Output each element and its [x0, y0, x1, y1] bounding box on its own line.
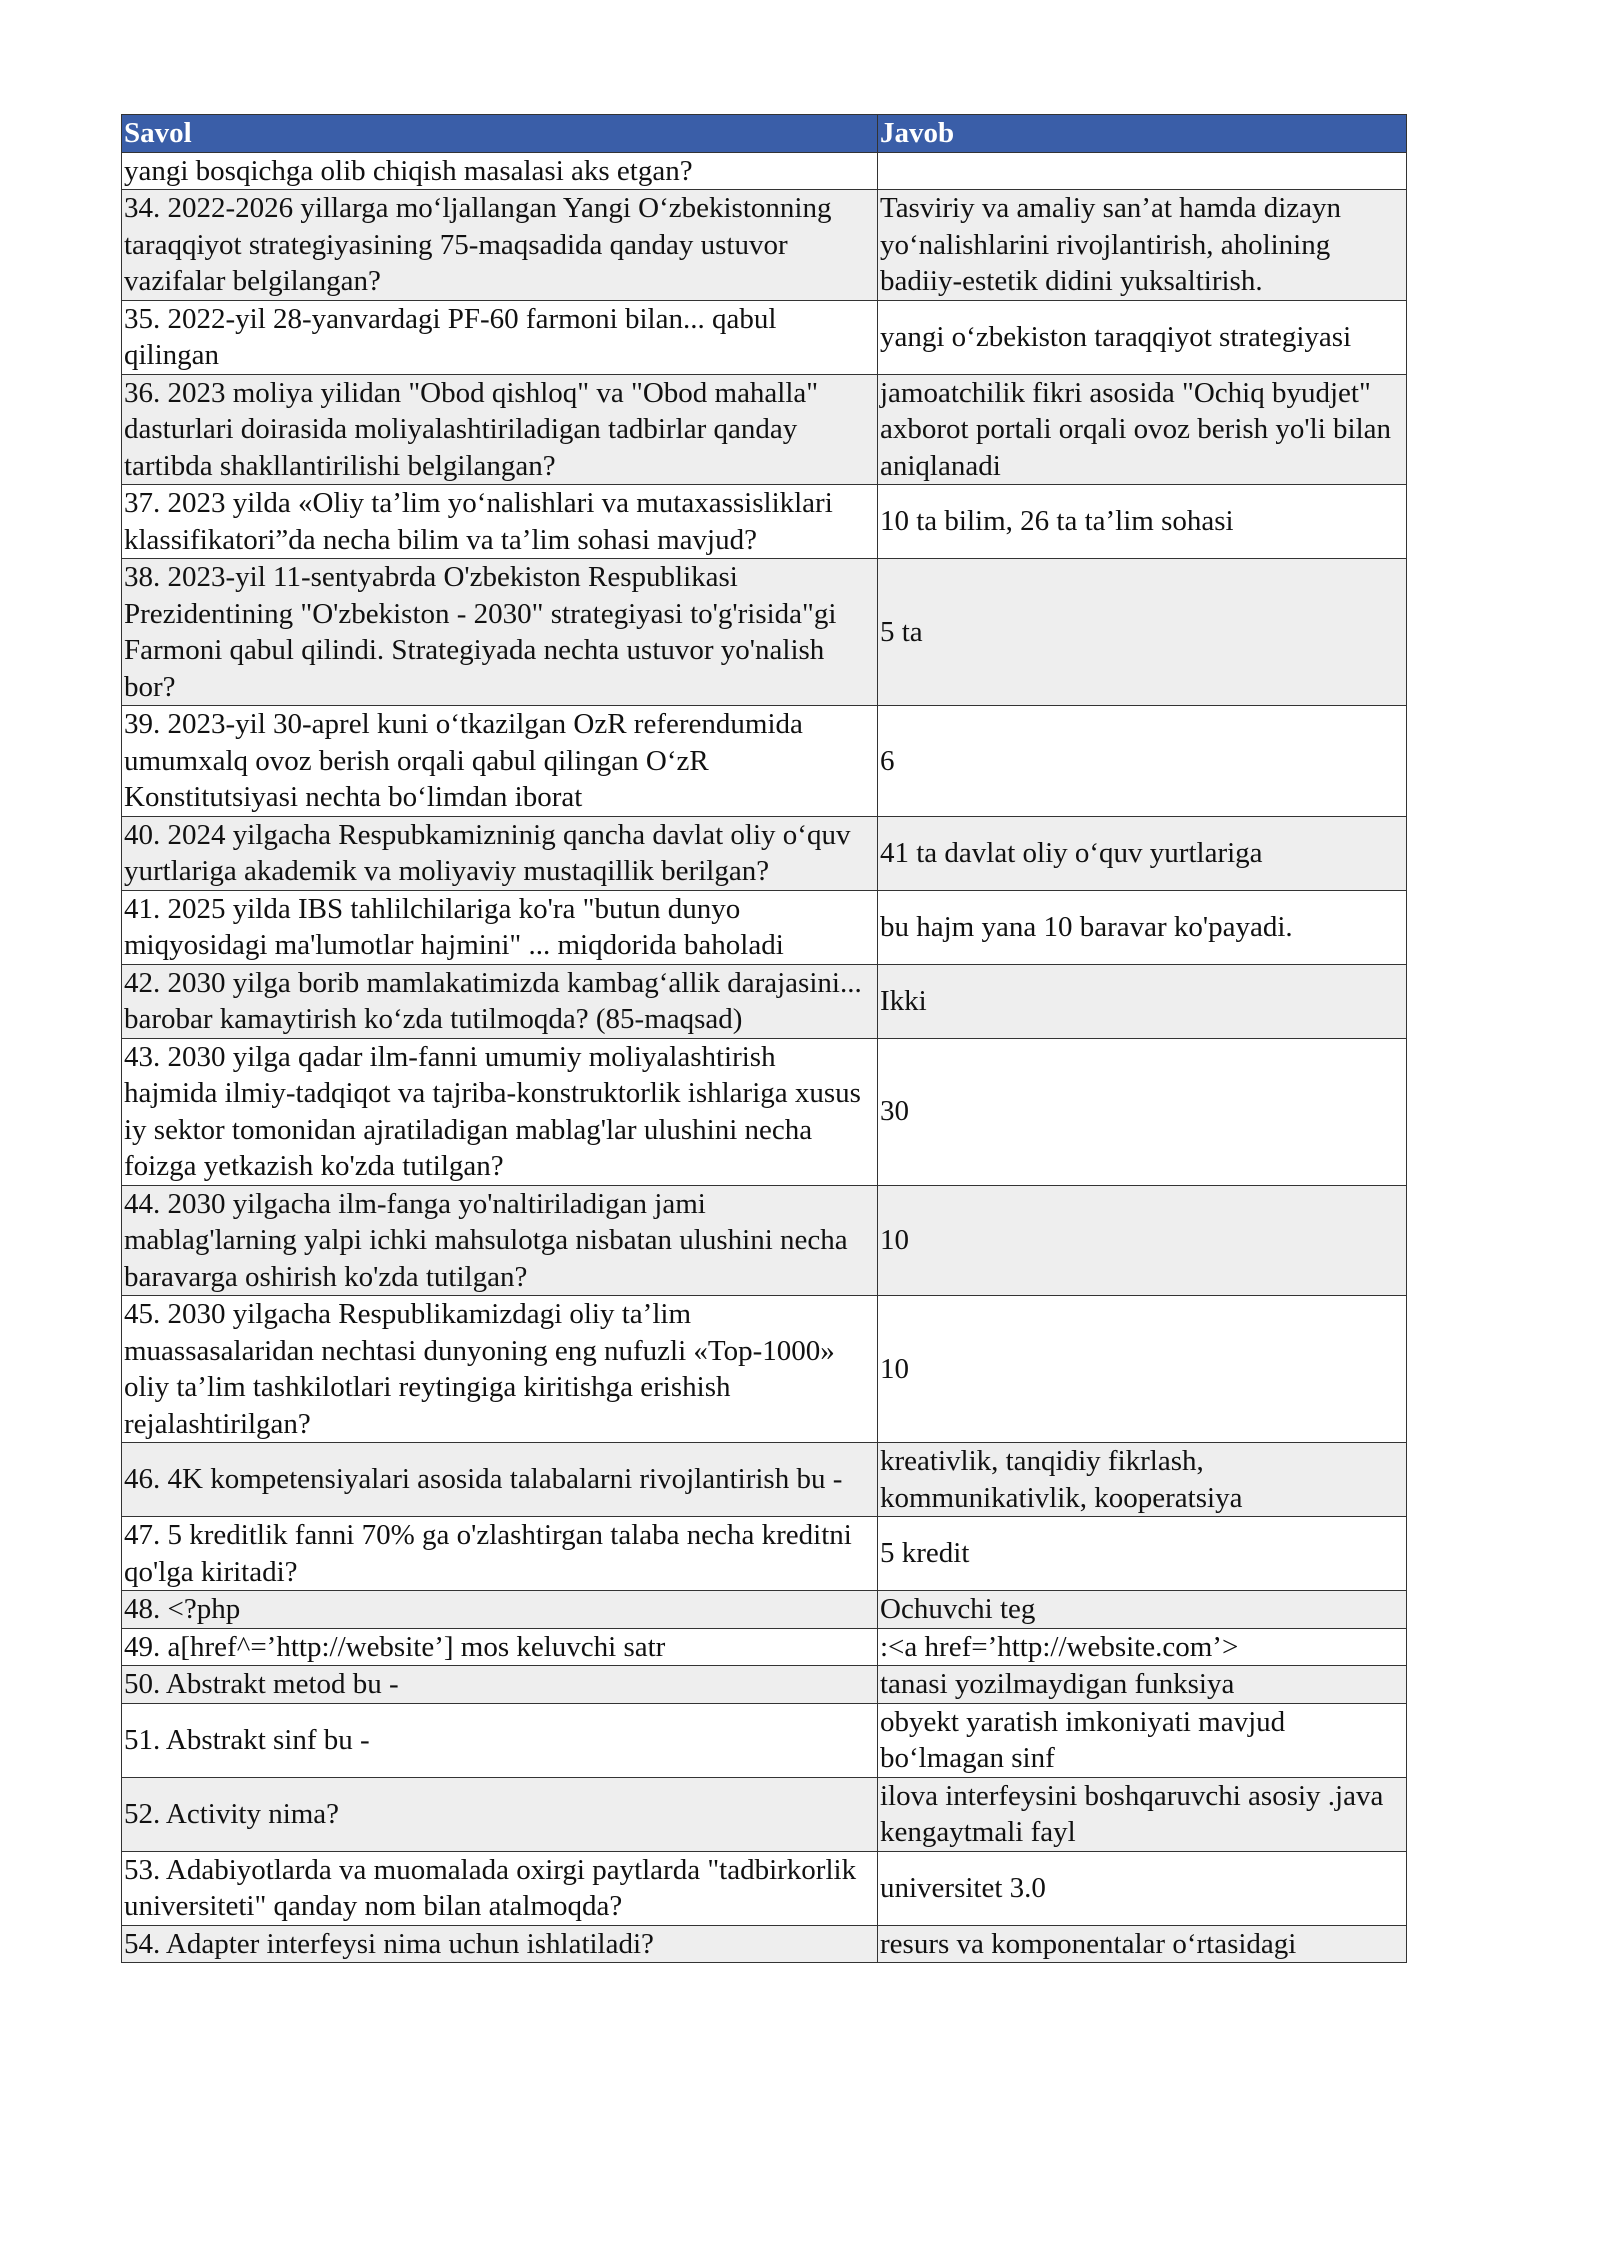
question-cell: 54. Adapter interfeysi nima uchun ishlatiladi?	[122, 1925, 878, 1963]
question-cell: 46. 4K kompetensiyalari asosida talabalarni rivojlantirish bu -	[122, 1443, 878, 1517]
table-row	[122, 706, 1407, 817]
answer-cell: 10	[878, 1296, 1407, 1443]
question-cell: 38. 2023-yil 11-sentyabrda O'zbekiston Respublikasi Prezidentining "O'zbekiston - 2030" strategiyasi to'g'risida"gi Farmoni qabul qilindi. Strategiyada nechta ustuvor yo'nalish bor?	[122, 559, 878, 706]
question-cell: 41. 2025 yilda IBS tahlilchilariga ko'ra "butun dunyo miqyosidagi ma'lumotlar hajmini" ... miqdorida baholadi	[122, 890, 878, 964]
question-cell: 53. Adabiyotlarda va muomalada oxirgi paytlarda "tadbirkorlik universiteti" qanday nom bilan atalmoqda?	[122, 1851, 878, 1925]
table-row	[122, 190, 1407, 301]
answer-cell	[878, 152, 1407, 190]
table-row	[122, 1185, 1407, 1296]
table-row	[122, 374, 1407, 485]
table-row	[122, 485, 1407, 559]
table-row	[122, 1296, 1407, 1443]
answer-cell: ilova interfeysini boshqaruvchi asosiy .java kengaytmali fayl	[878, 1777, 1407, 1851]
table-row	[122, 300, 1407, 374]
header-answer: Javob	[878, 115, 1407, 153]
answer-cell: jamoatchilik fikri asosida "Ochiq byudjet" axborot portali orqali ovoz berish yo'li bilan aniqlanadi	[878, 374, 1407, 485]
answer-cell: Ikki	[878, 964, 1407, 1038]
answer-cell: Tasviriy va amaliy san’at hamda dizayn yoʻnalishlarini rivojlantirish, aholining badiiy-estetik didini yuksaltirish.	[878, 190, 1407, 301]
answer-cell: 6	[878, 706, 1407, 817]
answer-cell: bu hajm yana 10 baravar ko'payadi.	[878, 890, 1407, 964]
qa-table	[121, 114, 1407, 1963]
answer-cell: kreativlik, tanqidiy fikrlash, kommunikativlik, kooperatsiya	[878, 1443, 1407, 1517]
answer-cell: obyekt yaratish imkoniyati mavjud boʻlmagan sinf	[878, 1703, 1407, 1777]
question-cell: 51. Abstrakt sinf bu -	[122, 1703, 878, 1777]
question-cell: 47. 5 kreditlik fanni 70% ga o'zlashtirgan talaba necha kreditni qo'lga kiritadi?	[122, 1517, 878, 1591]
answer-cell: 5 ta	[878, 559, 1407, 706]
question-cell: 42. 2030 yilga borib mamlakatimizda kambagʻallik darajasini... barobar kamaytirish koʻzda tutilmoqda? (85-maqsad)	[122, 964, 878, 1038]
question-cell: 44. 2030 yilgacha ilm-fanga yo'naltiriladigan jami mablag'larning yalpi ichki mahsulotga nisbatan ulushini necha baravarga oshirish ko'zda tutilgan?	[122, 1185, 878, 1296]
answer-cell: 10	[878, 1185, 1407, 1296]
question-cell: 48. <?php	[122, 1591, 878, 1629]
table-row	[122, 1851, 1407, 1925]
table-row	[122, 1443, 1407, 1517]
question-cell: yangi bosqichga olib chiqish masalasi aks etgan?	[122, 152, 878, 190]
table-row	[122, 890, 1407, 964]
table-row	[122, 559, 1407, 706]
question-cell: 49. a[href^=’http://website’] mos keluvchi satr	[122, 1628, 878, 1666]
table-row	[122, 1591, 1407, 1629]
answer-cell: yangi oʻzbekiston taraqqiyot strategiyasi	[878, 300, 1407, 374]
table-row	[122, 1666, 1407, 1704]
answer-cell: universitet 3.0	[878, 1851, 1407, 1925]
answer-cell: 10 ta bilim, 26 ta ta’lim sohasi	[878, 485, 1407, 559]
table-header-row	[122, 115, 1407, 153]
question-cell: 37. 2023 yilda «Oliy ta’lim yoʻnalishlari va mutaxassisliklari klassifikatori”da necha bilim va ta’lim sohasi mavjud?	[122, 485, 878, 559]
table-row	[122, 1038, 1407, 1185]
table-row	[122, 1628, 1407, 1666]
question-cell: 36. 2023 moliya yilidan "Obod qishloq" va "Obod mahalla" dasturlari doirasida moliyalashtiriladigan tadbirlar qanday tartibda shakllantirilishi belgilangan?	[122, 374, 878, 485]
table-row	[122, 152, 1407, 190]
question-cell: 35. 2022-yil 28-yanvardagi PF-60 farmoni bilan... qabul qilingan	[122, 300, 878, 374]
question-cell: 43. 2030 yilga qadar ilm-fanni umumiy moliyalashtirish hajmida ilmiy-tadqiqot va tajriba-konstruktorlik ishlariga xusus iy sektor tomonidan ajratiladigan mablag'lar ulushini necha foizga yetkazish ko'zda tutilgan?	[122, 1038, 878, 1185]
question-cell: 45. 2030 yilgacha Respublikamizdagi oliy ta’lim muassasalaridan nechtasi dunyoning eng nufuzli «Top-1000» oliy ta’lim tashkilotlari reytingiga kiritishga erishish rejalashtirilgan?	[122, 1296, 878, 1443]
table-row	[122, 1703, 1407, 1777]
table-row	[122, 1517, 1407, 1591]
answer-cell: tanasi yozilmaydigan funksiya	[878, 1666, 1407, 1704]
table-row	[122, 964, 1407, 1038]
question-cell: 34. 2022-2026 yillarga moʻljallangan Yangi Oʻzbekistonning taraqqiyot strategiyasining 75-maqsadida qanday ustuvor vazifalar belgilangan?	[122, 190, 878, 301]
answer-cell: 41 ta davlat oliy oʻquv yurtlariga	[878, 816, 1407, 890]
question-cell: 52. Activity nima?	[122, 1777, 878, 1851]
answer-cell: :<a href=’http://website.com’>	[878, 1628, 1407, 1666]
answer-cell: 5 kredit	[878, 1517, 1407, 1591]
question-cell: 50. Abstrakt metod bu -	[122, 1666, 878, 1704]
header-question: Savol	[122, 115, 878, 153]
answer-cell: 30	[878, 1038, 1407, 1185]
question-cell: 40. 2024 yilgacha Respubkamizninig qancha davlat oliy oʻquv yurtlariga akademik va moliyaviy mustaqillik berilgan?	[122, 816, 878, 890]
table-row	[122, 816, 1407, 890]
answer-cell: Ochuvchi teg	[878, 1591, 1407, 1629]
table-row	[122, 1925, 1407, 1963]
answer-cell: resurs va komponentalar oʻrtasidagi	[878, 1925, 1407, 1963]
question-cell: 39. 2023-yil 30-aprel kuni oʻtkazilgan OzR referendumida umumxalq ovoz berish orqali qabul qilingan OʻzR Konstitutsiyasi nechta boʻlimdan iborat	[122, 706, 878, 817]
table-row	[122, 1777, 1407, 1851]
